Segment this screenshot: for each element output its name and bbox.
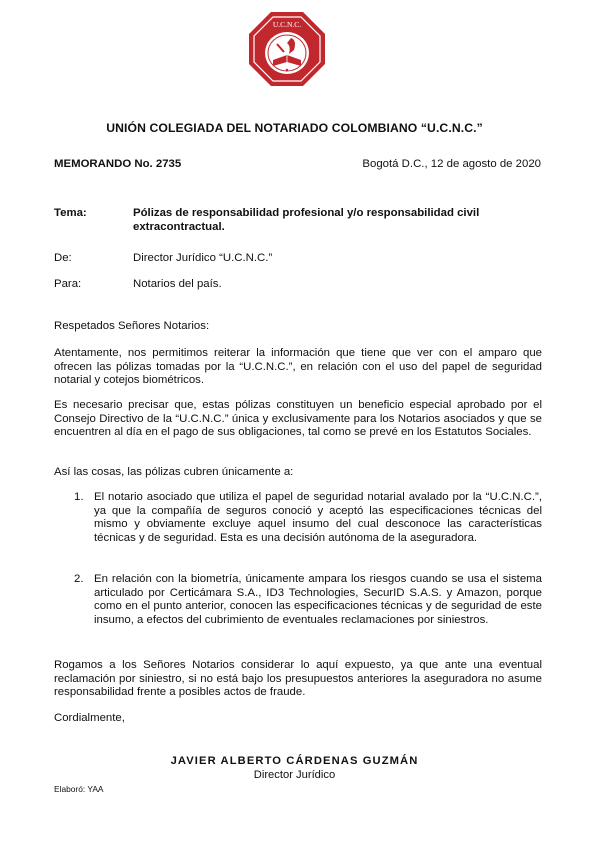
field-para-value: Notarios del país. (133, 278, 222, 290)
logo-text: U.C.N.C. (272, 20, 302, 29)
organization-title: UNIÓN COLEGIADA DEL NOTARIADO COLOMBIANO “U.C.N.C.” (106, 121, 483, 135)
list-item-number: 1. (74, 491, 84, 503)
salutation: Respetados Señores Notarios: (54, 320, 210, 332)
paragraph-1: Atentamente, nos permitimos reiterar la información que tiene que ver con el amparo que ofrecen las pólizas tomadas por la “U.C.N.C.”, en relación con el uso del papel de seguridad notarial y cotejos biométricos. (54, 347, 542, 387)
list-item-number: 2. (74, 573, 84, 585)
list-item-text: El notario asociado que utiliza el papel de seguridad notarial avalado por la “U.C.N.C.”, ya que la compañía de seguros conoció y aceptó las especificaciones técnicas del mismo y obviamente excluye aquel insumo del cual desconoce las características técnicas y de seguridad. Esta es una decisión autónoma de la aseguradora. (94, 491, 542, 544)
closing: Cordialmente, (54, 712, 125, 724)
field-tema-line2: extracontractual. (133, 221, 225, 233)
field-para-label: Para: (54, 278, 82, 290)
field-de-value: Director Jurídico “U.C.N.C.” (133, 252, 273, 264)
field-para (54, 277, 542, 291)
ucnc-seal-logo (247, 10, 327, 88)
field-tema-label: Tema: (54, 207, 87, 219)
memo-date: Bogotá D.C., 12 de agosto de 2020 (362, 158, 541, 170)
memo-header (54, 158, 541, 170)
signature-role: Director Jurídico (253, 769, 336, 781)
memo-number: MEMORANDO No. 2735 (54, 158, 182, 170)
signature-name: JAVIER ALBERTO CÁRDENAS GUZMÁN (170, 755, 419, 767)
field-tema-line1: Pólizas de responsabilidad profesional y/o responsabilidad civil (133, 207, 480, 219)
footer-elaboro: Elaboró: YAA (54, 784, 104, 794)
field-de-label: De: (54, 252, 72, 264)
paragraph-2: Es necesario precisar que, estas pólizas constituyen un beneficio especial aprobado por el Consejo Directivo de la “U.C.N.C.” única y exclusivamente para los Notarios asociados y que se encuentren al día en el pago de sus obligaciones, tal como se prevé en los Estatutos Sociales. (54, 399, 542, 439)
paragraph-3: Así las cosas, las pólizas cubren únicamente a: (54, 466, 294, 478)
field-de (54, 251, 542, 265)
field-tema-value (133, 206, 533, 234)
field-tema (54, 206, 542, 236)
paragraph-4: Rogamos a los Señores Notarios considerar lo aquí expuesto, ya que ante una eventual reclamación por siniestro, si no está bajo los presupuestos anteriores la aseguradora no asume responsabilidad frente a posibles actos de fraude. (54, 659, 542, 699)
list-item-text: En relación con la biometría, únicamente ampara los riesgos cuando se usa el sistema articulado por Certicámara S.A., ID3 Technologies, SecurID S.A.S. y Amazon, porque como en el punto anterior, conocen las especificaciones técnicas y de seguridad de este insumo, a efectos del cubrimiento de eventuales reclamaciones por siniestros. (94, 573, 542, 626)
